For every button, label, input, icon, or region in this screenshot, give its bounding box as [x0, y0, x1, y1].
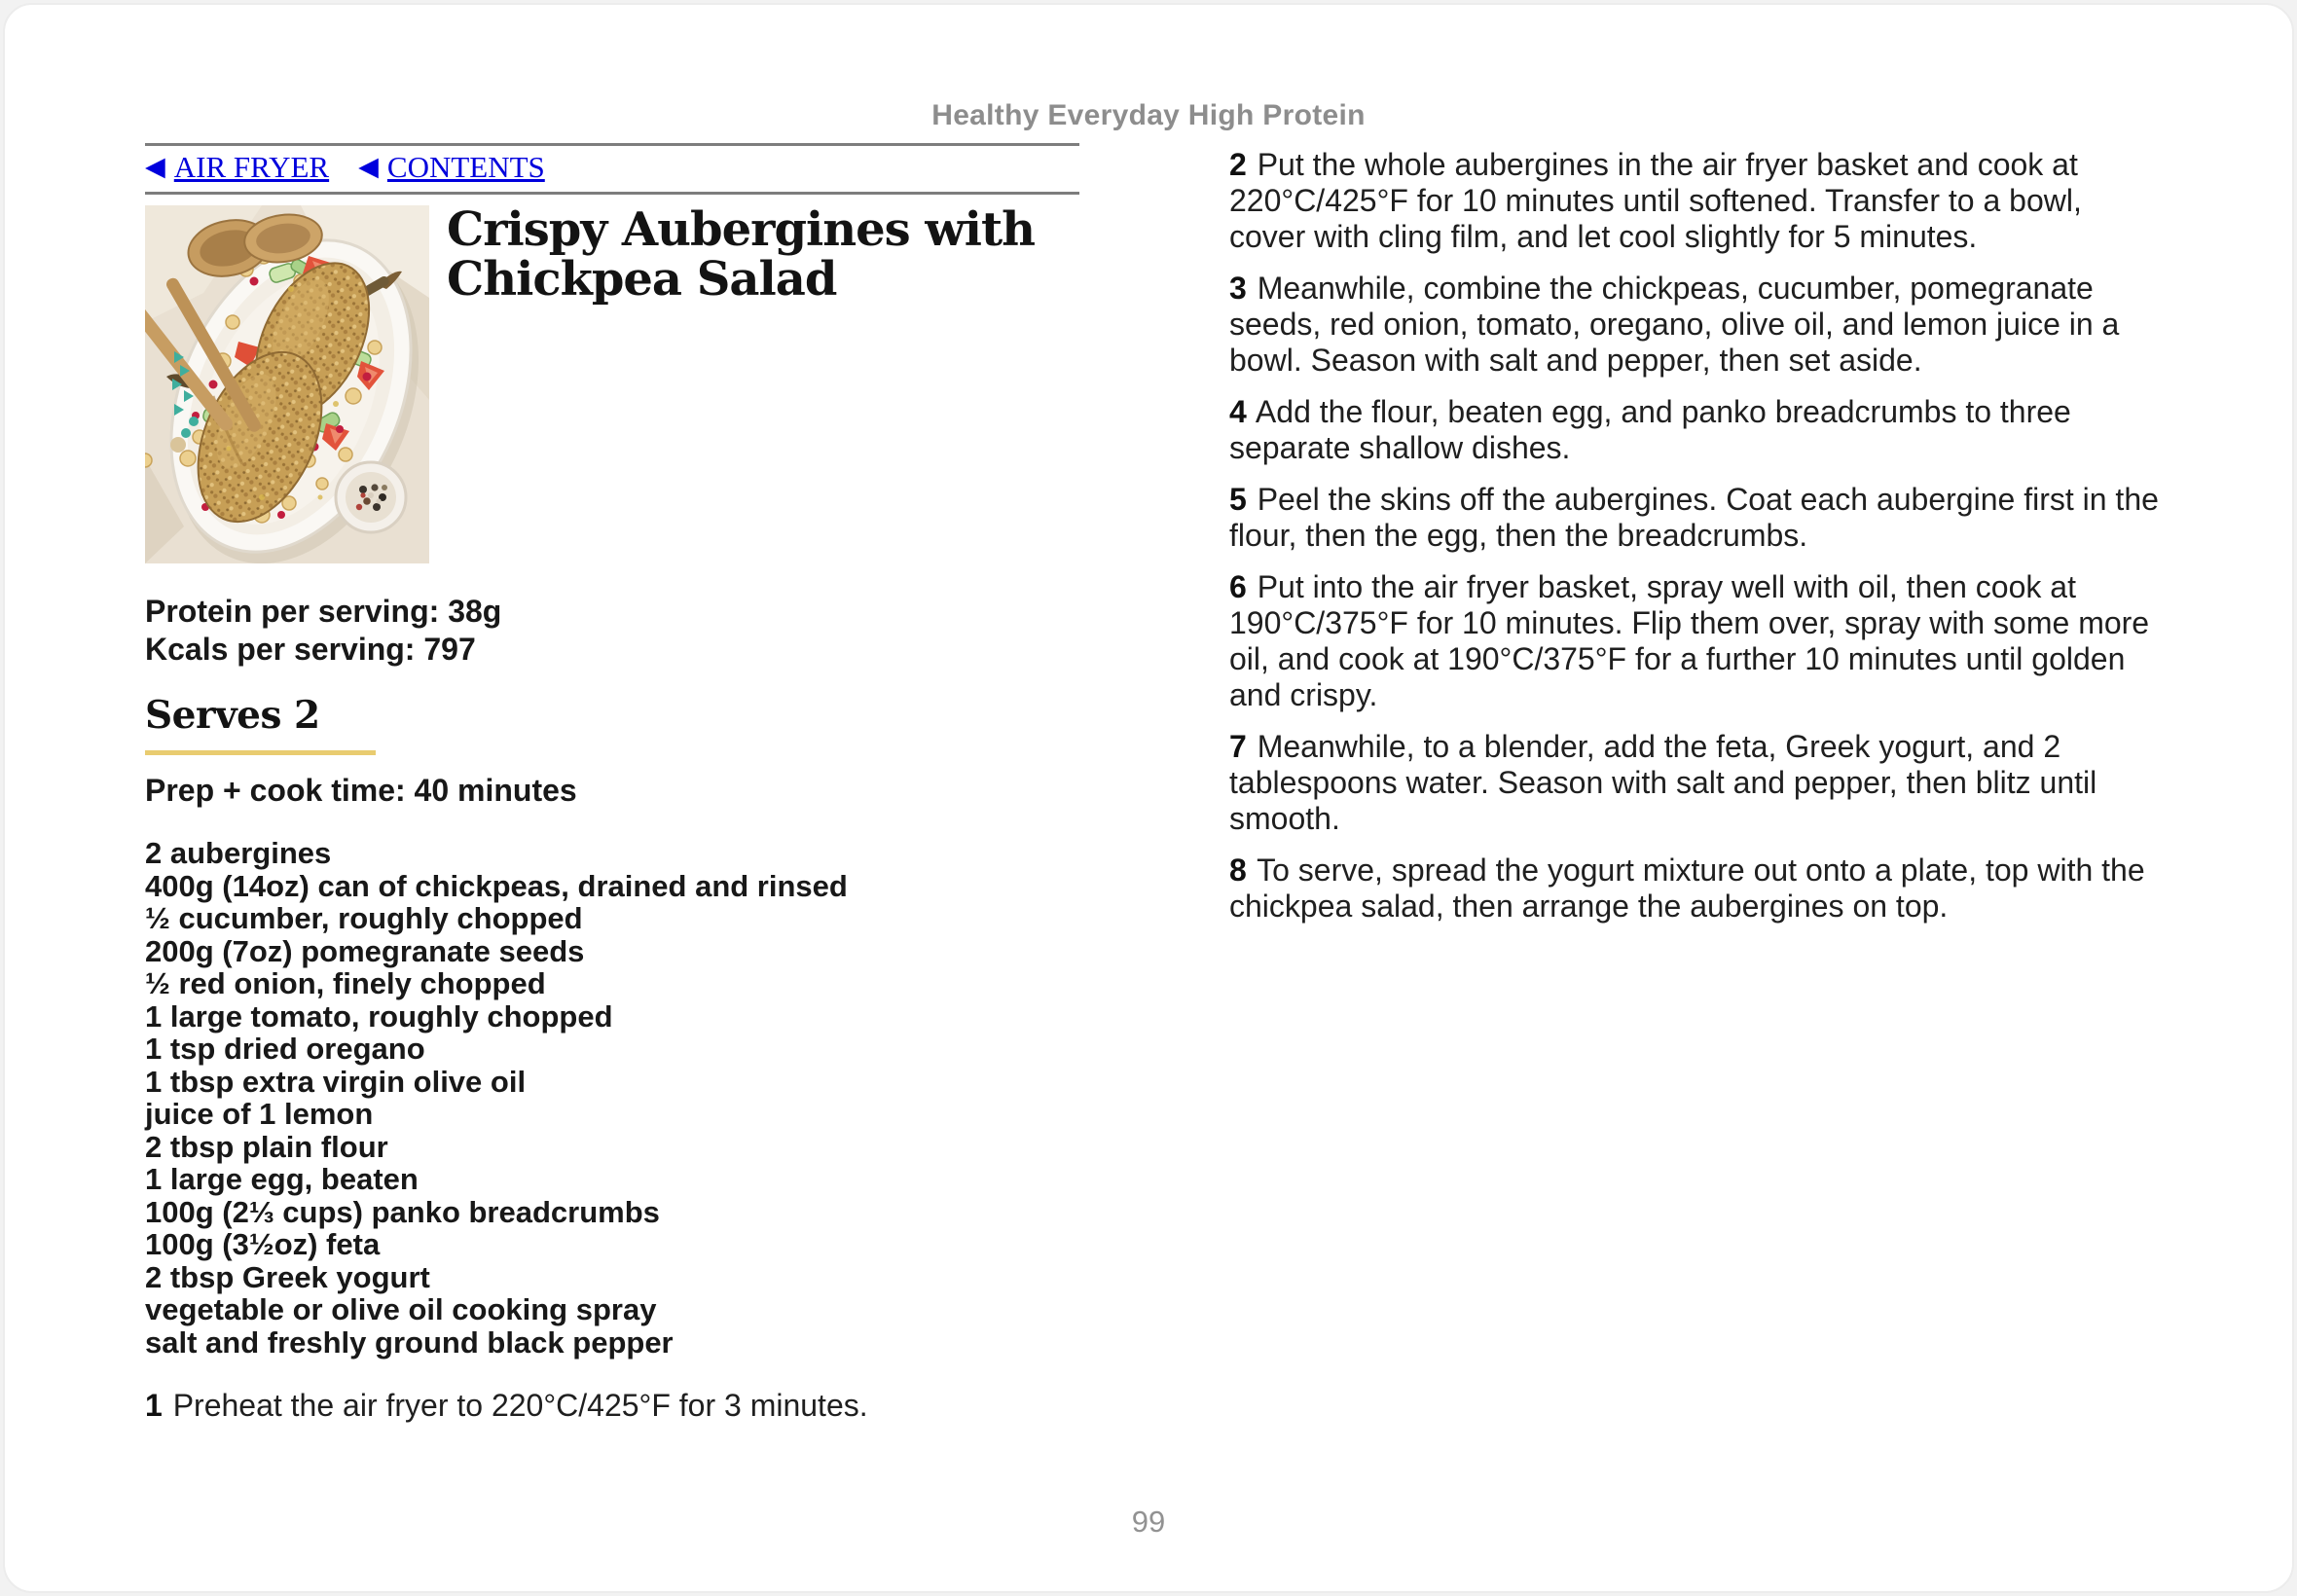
ingredient-line: 1 tsp dried oregano: [145, 1032, 425, 1066]
ingredient-line: 2 tbsp Greek yogurt: [145, 1259, 430, 1294]
method-steps-column: [1229, 147, 2160, 940]
method-step-5: 5 Peel the skins off the aubergines. Coat each aubergine first in the flour, then the egg, then the breadcrumbs.: [1229, 482, 2159, 553]
method-step-7: 7 Meanwhile, to a blender, add the feta, Greek yogurt, and 2 tablespoons water. Season with salt and pepper, then blitz until smooth.: [1229, 729, 2097, 836]
page-number: 99: [1131, 1505, 1166, 1539]
ingredient-line: 100g (3½oz) feta: [145, 1227, 381, 1261]
step-number: 2: [1229, 147, 1247, 182]
ingredient-line: 1 large egg, beaten: [145, 1162, 419, 1196]
ingredient-line: 100g (2⅓ cups) panko breadcrumbs: [145, 1194, 660, 1229]
step-number: 1: [145, 1388, 163, 1423]
method-step-6: 6 Put into the air fryer basket, spray well with oil, then cook at 190°C/375°F for 10 minutes. Flip them over, spray with some more oil, and cook at 190°C/375°F for a further 10 minutes until golden and crispy.: [1229, 569, 2150, 712]
left-column: [145, 143, 1079, 1424]
method-step-3: 3 Meanwhile, combine the chickpeas, cucumber, pomegranate seeds, red onion, tomato, oregano, olive oil, and lemon juice in a bowl. Season with salt and pepper, then set aside.: [1229, 271, 2120, 378]
method-step-8: 8 To serve, spread the yogurt mixture out onto a plate, top with the chickpea salad, then arrange the aubergines on top.: [1229, 852, 2145, 924]
ingredient-line: 400g (14oz) can of chickpeas, drained and rinsed: [145, 868, 848, 903]
method-step-2: 2 Put the whole aubergines in the air fryer basket and cook at 220°C/425°F for 10 minutes until softened. Transfer to a bowl, cover with cling film, and let cool slightly for 5 minutes.: [1229, 147, 2082, 254]
ingredient-line: vegetable or olive oil cooking spray: [145, 1292, 657, 1326]
step-number: 5: [1229, 482, 1247, 517]
ingredients-list: [145, 837, 1079, 1359]
step-number: 3: [1229, 271, 1247, 306]
breadcrumb: [145, 143, 1079, 195]
ingredient-line: 1 large tomato, roughly chopped: [145, 998, 613, 1034]
method-step-1: 1 Preheat the air fryer to 220°C/425°F for 3 minutes.: [145, 1388, 868, 1423]
nav-link-contents[interactable]: CONTENTS: [386, 150, 545, 184]
step-number: 8: [1229, 852, 1247, 888]
ingredient-line: ½ cucumber, roughly chopped: [145, 901, 583, 935]
photo-title-row: [145, 202, 1079, 563]
serves-heading: Serves 2: [145, 693, 320, 738]
step-one-holder: [145, 1388, 1079, 1424]
prep-cook-time: Prep + cook time: 40 minutes: [145, 773, 577, 808]
recipe-photo: [145, 205, 429, 563]
kcals-per-serving: Kcals per serving: 797: [145, 632, 476, 667]
step-number: 7: [1229, 729, 1247, 764]
ingredient-line: 2 tbsp plain flour: [145, 1129, 388, 1164]
step-number: 6: [1229, 569, 1247, 604]
recipe-title: Crispy Aubergines with Chickpea Salad: [447, 202, 1036, 308]
ingredient-line: juice of 1 lemon: [145, 1097, 374, 1131]
book-title-header: Healthy Everyday High Protein: [931, 99, 1366, 131]
back-triangle-icon: ◀: [358, 152, 379, 181]
method-step-4: 4 Add the flour, beaten egg, and panko breadcrumbs to three separate shallow dishes.: [1229, 394, 2071, 465]
ingredient-line: 1 tbsp extra virgin olive oil: [145, 1064, 527, 1099]
ebook-page: [3, 3, 2294, 1593]
ingredient-line: 200g (7oz) pomegranate seeds: [145, 933, 585, 968]
ingredient-line: ½ red onion, finely chopped: [145, 966, 546, 1000]
protein-per-serving: Protein per serving: 38g: [145, 594, 502, 629]
accent-underline: [145, 750, 376, 755]
back-triangle-icon: ◀: [145, 152, 165, 181]
nav-link-air-fryer[interactable]: AIR FRYER: [173, 150, 330, 184]
step-number: 4: [1229, 394, 1247, 429]
ingredient-line: salt and freshly ground black pepper: [145, 1324, 674, 1360]
macro-block: [145, 593, 1079, 669]
ingredient-line: 2 aubergines: [145, 836, 332, 870]
